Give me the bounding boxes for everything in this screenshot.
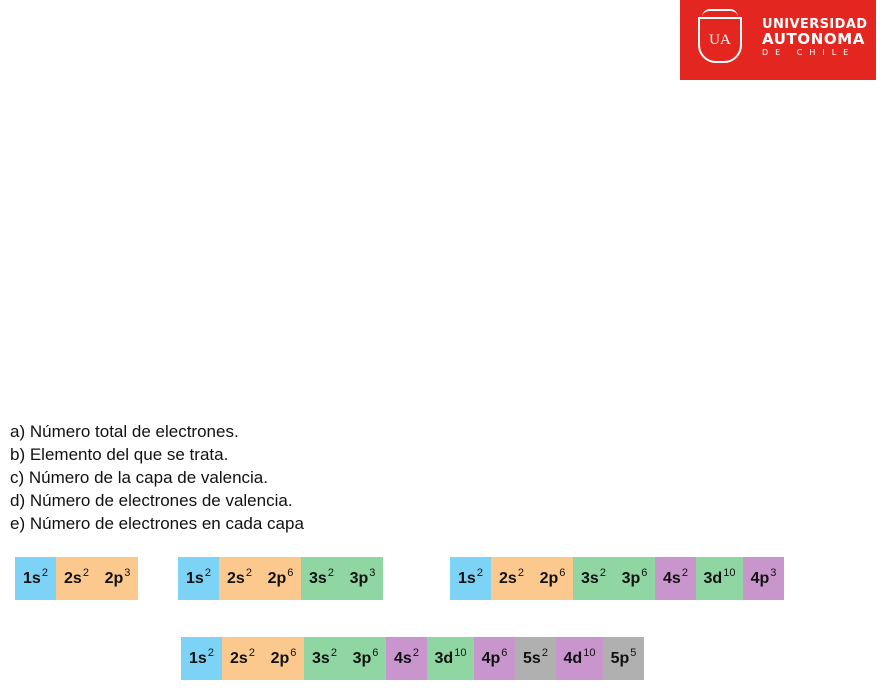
electron-count: 2 bbox=[82, 566, 89, 579]
electron-count: 2 bbox=[599, 566, 606, 579]
electron-count: 3 bbox=[369, 566, 376, 579]
shell-group bbox=[515, 637, 556, 680]
orbital-4s bbox=[386, 637, 427, 680]
shell-group bbox=[178, 557, 219, 600]
electron-count: 2 bbox=[245, 566, 252, 579]
electron-count: 6 bbox=[501, 646, 508, 659]
shell-group bbox=[603, 637, 644, 680]
orbital-2p bbox=[263, 637, 304, 680]
shell-group bbox=[743, 557, 784, 600]
shell-group bbox=[219, 557, 301, 600]
orbital-label: 3d bbox=[434, 649, 454, 667]
electron-count: 3 bbox=[124, 566, 131, 579]
orbital-label: 4p bbox=[481, 649, 501, 667]
orbital-4s bbox=[655, 557, 696, 600]
orbital-5p bbox=[603, 637, 644, 680]
orbital-label: 2s bbox=[227, 569, 245, 587]
orbital-label: 2s bbox=[230, 649, 248, 667]
orbital-2s bbox=[219, 557, 260, 600]
electron-count: 2 bbox=[517, 566, 524, 579]
shell-group bbox=[386, 637, 427, 680]
electron-count: 2 bbox=[476, 566, 483, 579]
orbital-label: 2p bbox=[267, 569, 287, 587]
orbital-label: 1s bbox=[23, 569, 41, 587]
electron-count: 2 bbox=[541, 646, 548, 659]
electron-count: 2 bbox=[207, 646, 214, 659]
electron-count: 2 bbox=[41, 566, 48, 579]
shell-group bbox=[222, 637, 304, 680]
orbital-2s bbox=[222, 637, 263, 680]
orbital-label: 2s bbox=[499, 569, 517, 587]
orbital-2p bbox=[532, 557, 573, 600]
electron-count: 2 bbox=[327, 566, 334, 579]
logo-emblem: UA bbox=[709, 31, 731, 48]
orbital-label: 1s bbox=[186, 569, 204, 587]
orbital-5s bbox=[515, 637, 556, 680]
logo-line-2: AUTONOMA bbox=[762, 30, 865, 48]
orbital-label: 3d bbox=[703, 569, 723, 587]
orbital-3d bbox=[427, 637, 474, 680]
orbital-3s bbox=[301, 557, 342, 600]
shell-group bbox=[15, 557, 56, 600]
electron-count: 6 bbox=[290, 646, 297, 659]
electron-count: 2 bbox=[412, 646, 419, 659]
orbital-label: 3p bbox=[621, 569, 641, 587]
question-list bbox=[10, 420, 304, 535]
university-logo bbox=[680, 0, 876, 80]
orbital-label: 5p bbox=[610, 649, 630, 667]
shell-group bbox=[573, 557, 655, 600]
orbital-label: 3p bbox=[349, 569, 369, 587]
electron-configuration-1 bbox=[15, 557, 138, 600]
electron-count: 2 bbox=[248, 646, 255, 659]
orbital-2s bbox=[491, 557, 532, 600]
orbital-3s bbox=[573, 557, 614, 600]
orbital-label: 4d bbox=[563, 649, 583, 667]
orbital-label: 5s bbox=[523, 649, 541, 667]
logo-wordmark bbox=[762, 18, 867, 60]
orbital-label: 3s bbox=[309, 569, 327, 587]
shield-band bbox=[702, 9, 738, 17]
electron-count: 3 bbox=[770, 566, 777, 579]
orbital-3p bbox=[342, 557, 383, 600]
shell-group bbox=[56, 557, 138, 600]
orbital-label: 3s bbox=[312, 649, 330, 667]
shell-group bbox=[450, 557, 491, 600]
question-item: d) Número de electrones de valencia. bbox=[10, 491, 293, 510]
orbital-4d bbox=[556, 637, 603, 680]
shell-group bbox=[696, 557, 743, 600]
shell-group bbox=[556, 637, 603, 680]
electron-count: 2 bbox=[204, 566, 211, 579]
orbital-label: 3s bbox=[581, 569, 599, 587]
shell-group bbox=[491, 557, 573, 600]
orbital-label: 2p bbox=[539, 569, 559, 587]
electron-count: 10 bbox=[583, 646, 596, 659]
electron-count: 6 bbox=[641, 566, 648, 579]
orbital-label: 4p bbox=[750, 569, 770, 587]
orbital-2p bbox=[97, 557, 138, 600]
logo-line-1: UNIVERSIDAD bbox=[762, 17, 868, 32]
orbital-label: 3p bbox=[352, 649, 372, 667]
question-item: a) Número total de electrones. bbox=[10, 422, 239, 441]
electron-count: 10 bbox=[454, 646, 467, 659]
shell-group bbox=[474, 637, 515, 680]
orbital-label: 1s bbox=[189, 649, 207, 667]
orbital-1s bbox=[181, 637, 222, 680]
orbital-1s bbox=[178, 557, 219, 600]
electron-count: 6 bbox=[372, 646, 379, 659]
orbital-3s bbox=[304, 637, 345, 680]
logo-line-3: DE CHILE bbox=[762, 48, 856, 57]
shell-group bbox=[655, 557, 696, 600]
orbital-label: 2p bbox=[270, 649, 290, 667]
electron-count: 10 bbox=[723, 566, 736, 579]
shell-group bbox=[427, 637, 474, 680]
electron-count: 5 bbox=[630, 646, 637, 659]
shield-icon bbox=[698, 17, 742, 63]
electron-configuration-3 bbox=[450, 557, 784, 600]
question-item: c) Número de la capa de valencia. bbox=[10, 468, 268, 487]
electron-count: 2 bbox=[330, 646, 337, 659]
electron-count: 6 bbox=[287, 566, 294, 579]
electron-configuration-2 bbox=[178, 557, 383, 600]
orbital-1s bbox=[450, 557, 491, 600]
orbital-3p bbox=[614, 557, 655, 600]
orbital-4p bbox=[474, 637, 515, 680]
shell-group bbox=[301, 557, 383, 600]
orbital-label: 2s bbox=[64, 569, 82, 587]
shell-group bbox=[304, 637, 386, 680]
orbital-label: 1s bbox=[458, 569, 476, 587]
orbital-3p bbox=[345, 637, 386, 680]
question-item: e) Número de electrones en cada capa bbox=[10, 514, 304, 533]
electron-count: 2 bbox=[681, 566, 688, 579]
orbital-label: 4s bbox=[663, 569, 681, 587]
orbital-4p bbox=[743, 557, 784, 600]
electron-count: 6 bbox=[559, 566, 566, 579]
orbital-2p bbox=[260, 557, 301, 600]
shell-group bbox=[181, 637, 222, 680]
orbital-3d bbox=[696, 557, 743, 600]
orbital-label: 2p bbox=[104, 569, 124, 587]
orbital-1s bbox=[15, 557, 56, 600]
orbital-2s bbox=[56, 557, 97, 600]
question-item: b) Elemento del que se trata. bbox=[10, 445, 229, 464]
orbital-label: 4s bbox=[394, 649, 412, 667]
electron-configuration-4 bbox=[181, 637, 644, 680]
